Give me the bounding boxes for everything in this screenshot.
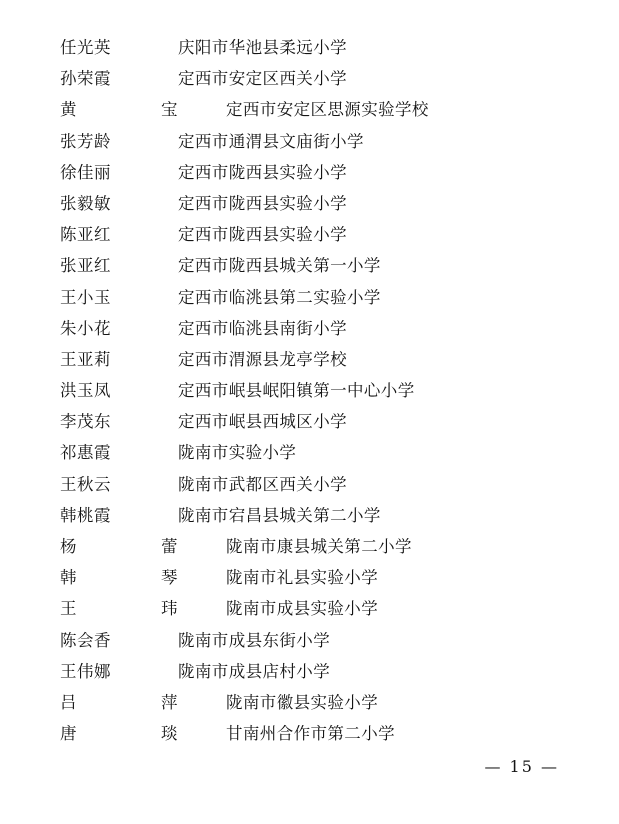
school-name: 陇南市实验小学 [178, 443, 297, 463]
person-name: 任光英 [60, 38, 111, 57]
school-name: 陇南市武都区西关小学 [178, 474, 347, 494]
table-row [60, 65, 559, 96]
table-row [60, 533, 559, 564]
person-name: 陈会香 [60, 630, 111, 650]
table-row [60, 471, 559, 502]
school-name: 定西市陇西县实验小学 [178, 193, 347, 213]
school-name: 陇南市成县东街小学 [178, 630, 331, 650]
person-name: 王小玉 [60, 287, 111, 307]
person-name: 张芳龄 [60, 131, 111, 151]
school-name: 定西市安定区西关小学 [178, 69, 347, 89]
school-name: 定西市临洮县第二实验小学 [178, 287, 381, 307]
table-row [60, 502, 559, 533]
table-row [60, 159, 559, 190]
person-name: 吕萍 [60, 692, 178, 712]
table-row [60, 34, 559, 65]
table-row [60, 284, 559, 315]
person-name: 杨蕾 [60, 537, 178, 556]
school-name: 定西市临洮县南街小学 [178, 318, 347, 338]
page-number: — 15 — [484, 757, 559, 776]
table-row [60, 252, 559, 283]
person-name: 张毅敏 [60, 193, 111, 213]
table-row [60, 658, 559, 689]
table-row [60, 377, 559, 408]
table-row [60, 315, 559, 346]
person-name: 韩琴 [60, 568, 178, 588]
person-name: 王秋云 [60, 474, 111, 494]
person-name: 韩桃霞 [60, 505, 111, 525]
table-row [60, 128, 559, 159]
school-name: 庆阳市华池县柔远小学 [178, 38, 347, 57]
person-name: 张亚红 [60, 256, 111, 276]
table-row [60, 408, 559, 439]
school-name: 定西市通渭县文庙街小学 [178, 131, 364, 151]
school-name: 定西市陇西县实验小学 [178, 162, 347, 182]
school-name: 定西市渭源县龙亭学校 [178, 349, 347, 369]
table-row [60, 627, 559, 658]
school-name: 定西市安定区思源实验学校 [226, 100, 429, 120]
table-row [60, 96, 559, 127]
school-name: 陇南市成县店村小学 [178, 661, 331, 681]
school-name: 定西市岷县西城区小学 [178, 412, 347, 432]
school-name: 甘南州合作市第二小学 [226, 724, 395, 744]
person-name: 孙荣霞 [60, 69, 111, 89]
table-row [60, 689, 559, 720]
person-name: 唐琰 [60, 724, 178, 744]
table-row [60, 564, 559, 595]
person-name: 陈亚红 [60, 225, 111, 245]
person-name: 王伟娜 [60, 661, 111, 681]
person-name: 朱小花 [60, 318, 111, 338]
school-name: 陇南市徽县实验小学 [226, 692, 379, 712]
school-name: 定西市岷县岷阳镇第一中心小学 [178, 381, 415, 401]
school-name: 陇南市成县实验小学 [226, 599, 379, 619]
person-name: 祁惠霞 [60, 443, 111, 463]
school-name: 定西市陇西县城关第一小学 [178, 256, 381, 276]
person-name: 徐佳丽 [60, 162, 111, 182]
table-row [60, 221, 559, 252]
school-name: 陇南市宕昌县城关第二小学 [178, 505, 381, 525]
school-name: 定西市陇西县实验小学 [178, 225, 347, 245]
person-name: 黄宝 [60, 100, 178, 120]
table-row [60, 720, 559, 751]
person-name: 洪玉凤 [60, 381, 111, 401]
school-name: 陇南市康县城关第二小学 [226, 537, 412, 556]
school-name: 陇南市礼县实验小学 [226, 568, 379, 588]
person-name: 李茂东 [60, 412, 111, 432]
table-row [60, 346, 559, 377]
table-row [60, 439, 559, 470]
person-name: 王玮 [60, 599, 178, 619]
table-row [60, 190, 559, 221]
table-row [60, 595, 559, 626]
roster-list [60, 34, 559, 751]
person-name: 王亚莉 [60, 349, 111, 369]
